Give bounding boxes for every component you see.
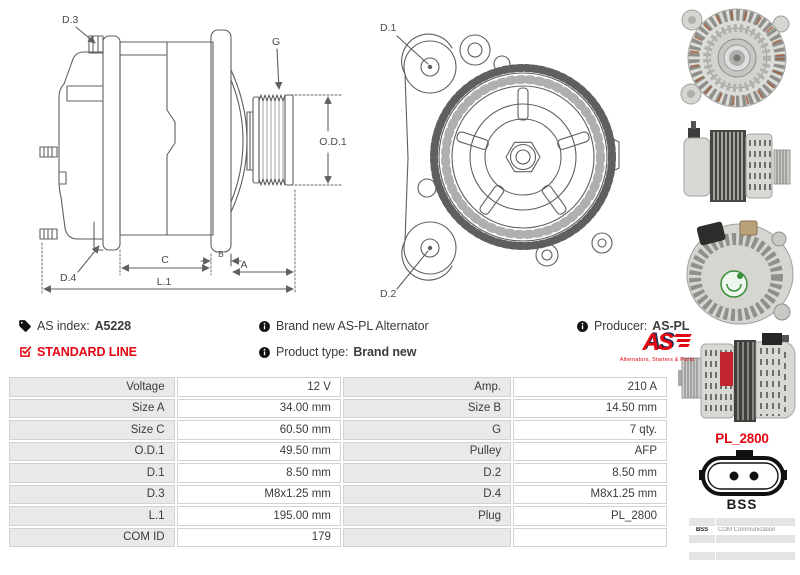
spec-value-cell: M8x1.25 mm	[177, 485, 341, 505]
com-desc-cell	[716, 544, 795, 552]
brand-new-note	[258, 319, 429, 333]
product-type-label: Product type:	[276, 345, 349, 359]
spec-row	[9, 420, 667, 440]
spec-label-cell: L.1	[9, 506, 175, 526]
standard-line-label: STANDARD LINE	[37, 345, 137, 359]
producer-label: Producer:	[594, 319, 648, 333]
aspl-logo-tagline: Alternators, Starters & Parts	[619, 357, 695, 363]
dim-label-l1: L.1	[156, 276, 172, 288]
spec-label-cell: COM ID	[9, 528, 175, 548]
spec-label-cell: D.2	[343, 463, 511, 483]
spec-row	[9, 399, 667, 419]
spec-label-cell: Size A	[9, 399, 175, 419]
com-table-body	[689, 518, 795, 560]
spec-label-cell: G	[343, 420, 511, 440]
side-view-drawing	[0, 0, 360, 312]
product-photo-side-right	[678, 116, 796, 214]
com-table	[688, 517, 796, 561]
com-code-cell	[689, 544, 715, 552]
spec-value-cell: M8x1.25 mm	[513, 485, 667, 505]
dim-label-d1: D.1	[380, 22, 397, 34]
spec-label-cell: D.1	[9, 463, 175, 483]
info-icon	[258, 320, 271, 333]
com-row	[689, 535, 795, 543]
com-desc-cell	[716, 535, 795, 543]
dim-label-a: A	[240, 259, 248, 271]
spec-row	[9, 442, 667, 462]
product-photo-front	[678, 2, 796, 114]
as-index	[18, 319, 131, 333]
spec-value-cell: 8.50 mm	[513, 463, 667, 483]
spec-value-cell: 179	[177, 528, 341, 548]
spec-row	[9, 506, 667, 526]
plug-code: PL_2800	[715, 431, 769, 446]
spec-label-cell: Voltage	[9, 377, 175, 397]
product-photo-rear-angled	[676, 216, 798, 330]
com-row	[689, 552, 795, 560]
aspl-logo-stripes	[675, 334, 691, 347]
spec-label-cell: Pulley	[343, 442, 511, 462]
spec-value-cell: 34.00 mm	[177, 399, 341, 419]
spec-value-cell: 12 V	[177, 377, 341, 397]
spec-value-cell: 210 A	[513, 377, 667, 397]
plug-name: BSS	[726, 497, 758, 512]
spec-row	[9, 463, 667, 483]
product-type	[258, 345, 416, 359]
spec-value-cell: 8.50 mm	[177, 463, 341, 483]
standard-line-badge	[18, 345, 137, 359]
com-desc-cell: COM Communication	[716, 527, 795, 535]
dim-label-d2: D.2	[380, 288, 397, 300]
spec-label-cell: D.4	[343, 485, 511, 505]
tag-icon	[18, 319, 32, 333]
spec-value-cell: 195.00 mm	[177, 506, 341, 526]
aspl-logo-text: AS	[642, 329, 672, 356]
com-row	[689, 544, 795, 552]
com-code-cell: BSS	[689, 527, 715, 535]
info-icon	[258, 346, 271, 359]
brand-new-text: Brand new AS-PL Alternator	[276, 319, 429, 333]
spec-value-cell	[513, 528, 667, 548]
spec-row	[9, 485, 667, 505]
spec-value-cell: 49.50 mm	[177, 442, 341, 462]
dim-label-d3: D.3	[62, 14, 79, 26]
spec-value-cell: 7 qty.	[513, 420, 667, 440]
spec-value-cell: 14.50 mm	[513, 399, 667, 419]
spec-label-cell: Amp.	[343, 377, 511, 397]
com-code-cell	[689, 552, 715, 560]
spec-label-cell: D.3	[9, 485, 175, 505]
spec-row	[9, 528, 667, 548]
spec-table	[7, 375, 669, 549]
spec-value-cell: AFP	[513, 442, 667, 462]
info-icon	[576, 320, 589, 333]
product-type-value: Brand new	[353, 345, 417, 359]
com-row	[689, 518, 795, 526]
dim-label-g: G	[272, 36, 281, 48]
spec-label-cell: O.D.1	[9, 442, 175, 462]
dim-label-od1: O.D.1	[319, 136, 347, 148]
aspl-logo	[617, 331, 697, 363]
dim-label-d4: D.4	[60, 272, 77, 284]
spec-label-cell	[343, 528, 511, 548]
com-desc-cell	[716, 552, 795, 560]
producer-value: AS-PL	[652, 319, 690, 333]
spec-table-body	[9, 377, 667, 547]
spec-value-cell: PL_2800	[513, 506, 667, 526]
dim-label-b: B	[218, 249, 224, 259]
as-index-label: AS index:	[37, 319, 90, 333]
com-code-cell	[689, 518, 715, 526]
spec-label-cell: Plug	[343, 506, 511, 526]
dim-label-c: C	[161, 254, 169, 266]
com-desc-cell	[716, 518, 795, 526]
spec-label-cell: Size B	[343, 399, 511, 419]
front-view-drawing	[355, 0, 645, 312]
com-code-cell	[689, 535, 715, 543]
spec-row	[9, 377, 667, 397]
plug-connector-drawing	[698, 449, 788, 499]
com-row	[689, 527, 795, 535]
checkbox-icon	[18, 345, 32, 359]
spec-label-cell: Size C	[9, 420, 175, 440]
as-index-value: A5228	[94, 319, 131, 333]
spec-value-cell: 60.50 mm	[177, 420, 341, 440]
